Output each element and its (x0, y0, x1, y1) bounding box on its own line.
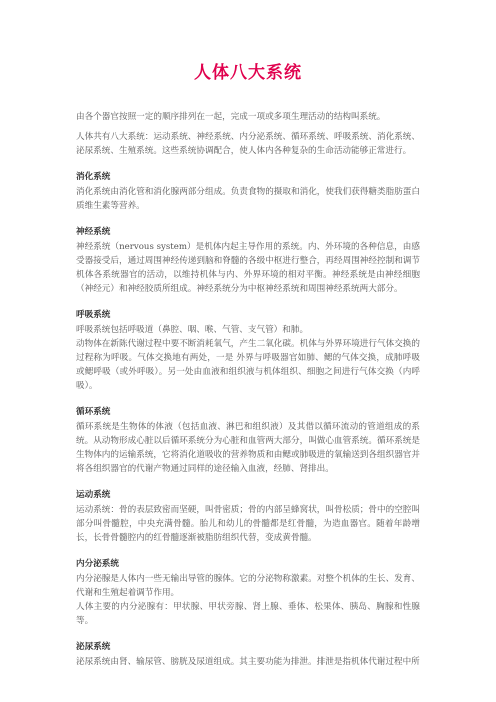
section-heading: 运动系统 (76, 490, 111, 500)
intro-paragraph: 由各个器官按照一定的顺序排列在一起，完成一项或多项生理活动的结构叫系统。 (76, 112, 386, 122)
intro (76, 110, 420, 158)
section-heading: 内分泌系统 (76, 559, 119, 569)
section-paragraph: 运动系统：骨的表层致密而坚硬，叫骨密质；骨的内部呈蜂窝状，叫骨松质；骨中的空腔叫部分叫骨髓腔，中央充满骨髓。胎儿和幼儿的骨髓都是红骨髓，为造血器官。随着年龄增长，长骨骨髓腔内的红骨髓逐渐被脂肪组织代替，变成黄骨髓。 (76, 505, 420, 543)
section-heading: 呼吸系统 (76, 310, 111, 320)
section-paragraph: 神经系统（nervous system）是机体内起主导作用的系统。内、外环境的各种信息，由感受器接受后，通过周围神经传递到脑和脊髓的各级中枢进行整合，再经周围神经控制和调节机体各系统器官的活动，以维持机体与内、外界环境的相对平衡。神经系统是由神经细胞（神经元）和神经胶质所组成。神经系统分为中枢神经系统和周围神经系统两大部分。 (76, 242, 420, 294)
section-heading: 循环系统 (76, 407, 111, 417)
section-circulatory (76, 405, 420, 476)
section-paragraph: 泌尿系统由肾、输尿管、膀胱及尿道组成。其主要功能为排泄。排泄是指机体代谢过程中所 (76, 657, 420, 667)
section-paragraph: 呼吸系统包括呼吸道（鼻腔、咽、喉、气管、支气管）和肺。 (76, 325, 309, 335)
section-digestive (76, 170, 420, 213)
section-paragraph: 循环系统是生物体的体液（包括血液、淋巴和组织液）及其借以循环流动的管道组成的系统。从动物形成心脏以后循环系统分为心脏和血管两大部分，叫做心血管系统。循环系统是生物体内的运输系统，它将消化道吸收的营养物质和由鳃或肺吸进的氧输送到各组织器官并将各组织器官的代谢产物通过同样的途径输入血液，经肺、肾排出。 (76, 422, 420, 474)
page-title: 人体八大系统 (194, 63, 302, 83)
section-urinary (76, 640, 420, 669)
section-nervous (76, 225, 420, 296)
section-paragraph: 消化系统由消化管和消化腺两部分组成。负责食物的摄取和消化，使我们获得糖类脂肪蛋白质维生素等营养。 (76, 187, 420, 211)
section-heading: 泌尿系统 (76, 642, 111, 652)
intro-paragraph: 人体共有八大系统：运动系统、神经系统、内分泌系统、循环系统、呼吸系统、消化系统、泌尿系统、生殖系统。这些系统协调配合，使人体内各种复杂的生命活动能够正常进行。 (76, 132, 420, 156)
section-heading: 消化系统 (76, 172, 111, 182)
section-heading: 神经系统 (76, 227, 111, 237)
section-paragraph: 内分泌腺是人体内一些无输出导管的腺体。它的分泌物称激素。对整个机体的生长、发育、代谢和生殖起着调节作用。 (76, 574, 420, 598)
section-motor (76, 488, 420, 545)
section-paragraph: 动物体在新陈代谢过程中要不断消耗氧气，产生二氧化碳。机体与外界环境进行气体交换的过程称为呼吸。气体交换地有两处，一是 外界与呼吸器官如肺、鳃的气体交换，成肺呼吸或鳃呼吸（或外呼吸）。另一处由血液和组织液与机体组织、细胞之间进行气体交换（内呼吸）。 (76, 339, 420, 391)
section-paragraph: 人体主要的内分泌腺有：甲状腺、甲状旁腺、肾上腺、垂体、松果体、胰岛、胸腺和性腺等。 (76, 602, 420, 626)
section-endocrine (76, 557, 420, 628)
section-respiratory (76, 308, 420, 393)
